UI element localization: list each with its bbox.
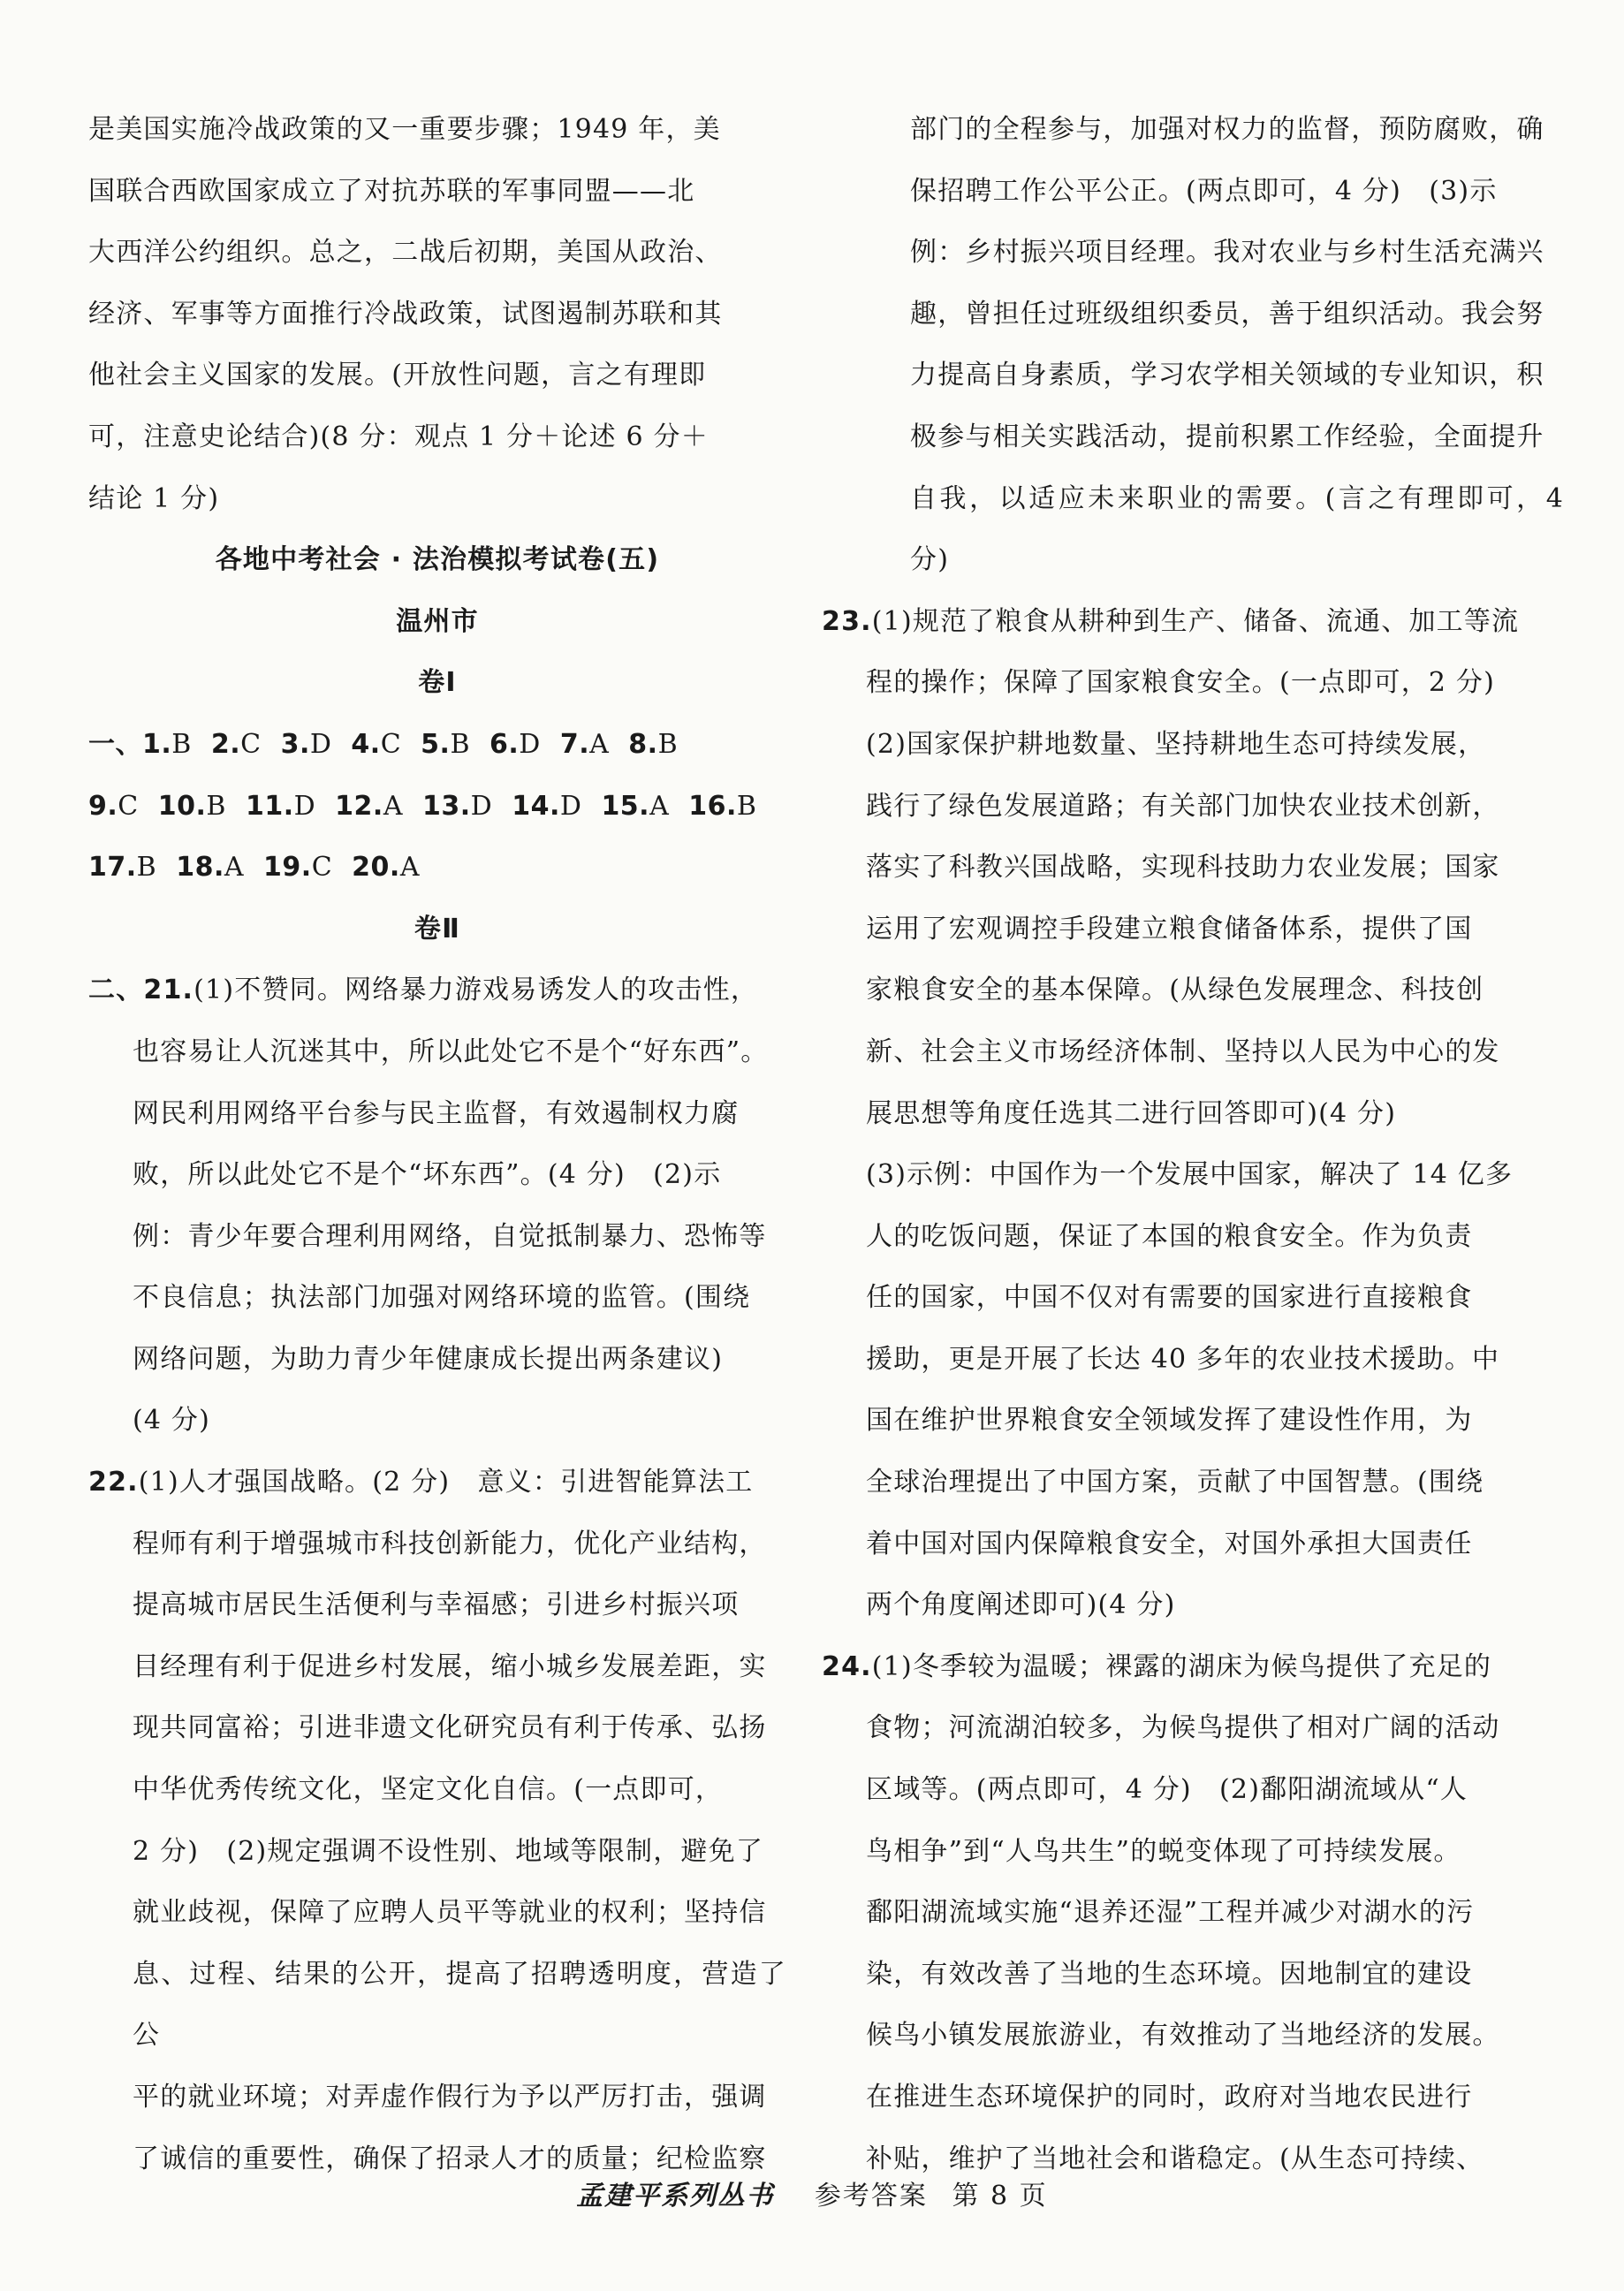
answer-row [88,714,786,776]
text-line: 极参与相关实践活动，提前积累工作经验，全面提升 [910,421,1544,452]
question-22-number: 22. [88,1467,139,1498]
volume-1-heading: 卷Ⅰ [418,667,457,699]
section-title: 各地中考社会 · 法治模拟考试卷(五) [215,544,660,576]
answer-number: 5. [421,728,451,760]
answer-letter: B [171,728,192,760]
answer-letter: B [657,728,679,760]
text-line: 人的吃饭问题，保证了本国的粮食安全。作为负责 [866,1220,1473,1252]
answer-number: 3. [280,728,310,760]
volume-2-heading: 卷Ⅱ [414,913,461,944]
text-line: 中华优秀传统文化，坚定文化自信。(一点即可， [133,1774,724,1806]
left-column [88,99,786,2189]
answer-item [142,714,192,776]
answer-letter: C [240,728,262,760]
text-line: 保招聘工作公平公正。(两点即可，4 分) (3)示 [910,175,1498,207]
answer-number: 2. [210,728,241,760]
answer-number: 18. [176,852,224,884]
page-number: 第 8 页 [952,2181,1048,2211]
answer-number: 13. [422,790,471,822]
answer-letter: C [380,728,402,760]
text-line: 网络问题，为助力青少年健康成长提出两条建议) [133,1343,724,1375]
answer-item [628,714,678,776]
question-24-number: 24. [822,1650,872,1682]
text-line: 目经理有利于促进乡村发展，缩小城乡发展差距，实 [133,1650,767,1682]
answer-item [246,776,315,838]
answer-row [88,837,786,899]
answer-letter: B [206,790,226,822]
text-line: 网民利用网络平台参与民主监督，有效遏制权力腐 [133,1097,740,1129]
text-line: 鄱阳湖流域实施“退养还湿”工程并减少对湖水的污 [866,1897,1475,1929]
text-line: 援助，更是开展了长达 40 多年的农业技术援助。中 [866,1343,1500,1375]
text-line: 国联合西欧国家成立了对抗苏联的军事同盟——北 [88,175,695,207]
answer-item [211,714,262,776]
answer-number: 10. [157,790,207,822]
question-24 [822,1636,1564,2189]
text-line: 不良信息；执法部门加强对网络环境的监管。(围绕 [133,1282,751,1314]
answer-number: 1. [142,728,172,760]
answer-number: 11. [245,790,294,822]
answer-letter: D [470,790,493,822]
text-line: 也容易让人沉迷其中，所以此处它不是个“好东西”。 [133,1036,769,1067]
answer-item [422,776,492,838]
answer-item [601,776,669,838]
question-22-first-line [88,1452,786,1513]
multiple-choice-answers [88,714,786,899]
question-24-text: (1)冬季较为温暖；裸露的湖床为候鸟提供了充足的 [871,1650,1492,1682]
question-21-prefix: 二、 [88,975,144,1006]
answer-letter: A [399,852,420,884]
text-line: 息、过程、结果的公开，提高了招聘透明度，营造了公 [133,1958,786,2052]
text-line: 趣，曾担任过班级组织委员，善于组织活动。我会努 [910,298,1544,330]
text-line: 鸟相争”到“人鸟共生”的蜕变体现了可持续发展。 [866,1835,1461,1867]
text-line: 提高城市居民生活便利与幸福感；引进乡村振兴项 [133,1589,740,1621]
answer-number: 4. [351,728,381,760]
question-21-number: 21. [143,975,194,1006]
text-line: 例：乡村振兴项目经理。我对农业与乡村生活充满兴 [910,237,1544,269]
answer-item [335,776,403,838]
answer-letter: B [136,852,157,884]
answer-number: 16. [688,790,737,822]
text-line: 现共同富裕；引进非遗文化研究员有利于传承、弘扬 [133,1712,767,1744]
text-line: 补贴，维护了当地社会和谐稳定。(从生态可持续、 [866,2143,1484,2174]
text-line: 例：青少年要合理利用网络，自觉抵制暴力、恐怖等 [133,1220,767,1252]
series-name: 孟建平系列丛书 [576,2181,775,2211]
text-line: 全球治理提出了中国方案，贡献了中国智慧。(围绕 [866,1467,1484,1498]
text-line: (4 分) [133,1405,211,1437]
answer-number: 6. [489,728,520,760]
answer-item [88,776,139,838]
text-line: 力提高自身素质，学习农学相关领域的专业知识，积 [910,360,1544,391]
answer-number: 8. [628,728,658,760]
answer-item [489,714,541,776]
answer-number: 9. [88,790,118,822]
book-section: 参考答案 [814,2181,928,2211]
question-22 [88,1452,786,2189]
question-24-body [866,1697,1564,2189]
text-line: 经济、军事等方面推行冷战政策，试图遏制苏联和其 [88,298,723,330]
answer-letter: B [450,728,470,760]
question-22-text: (1)人才强国战略。(2 分) 意义：引进智能算法工 [138,1467,754,1498]
text-line: 程的操作；保障了国家粮食安全。(一点即可，2 分) [866,667,1496,699]
answer-letter: B [736,790,757,822]
answer-row [88,776,786,838]
answer-number: 15. [601,790,650,822]
text-line: 2 分) (2)规定强调不设性别、地域等限制，避免了 [133,1835,764,1867]
answer-item [351,714,401,776]
text-line: 在推进生态环境保护的同时，政府对当地农民进行 [866,2082,1473,2113]
answer-number: 19. [263,852,312,884]
question-22-continuation [866,99,1564,591]
text-line: 任的国家，中国不仅对有需要的国家进行直接粮食 [866,1282,1473,1314]
text-line: 践行了绿色发展道路；有关部门加快农业技术创新， [866,790,1500,822]
question-21-text: (1)不赞同。网络暴力游戏易诱发人的攻击性， [194,975,759,1006]
text-line: 食物；河流湖泊较多，为候鸟提供了相对广阔的活动 [866,1712,1500,1744]
answer-item [176,837,244,899]
text-line: 家粮食安全的基本保障。(从绿色发展理念、科技创 [866,975,1484,1006]
answer-letter: D [309,728,332,760]
text-line: 大西洋公约组织。总之，二战后初期，美国从政治、 [88,237,723,269]
answer-letter: D [559,790,582,822]
answer-letter: D [293,790,316,822]
answer-letter: C [118,790,139,822]
answer-letter: A [383,790,403,822]
text-line: (2)国家保护耕地数量、坚持耕地生态可持续发展， [866,728,1486,760]
answer-item [352,837,420,899]
text-line: 新、社会主义市场经济体制、坚持以人民为中心的发 [866,1036,1500,1067]
answer-item [512,776,581,838]
answer-number: 12. [335,790,383,822]
question-22-body [88,1513,786,2190]
answer-item [560,714,609,776]
right-column [822,99,1564,2189]
text-line: 国在维护世界粮食安全领域发挥了建设性作用，为 [866,1405,1473,1437]
section-prefix: 一、 [88,728,142,760]
answer-item [158,776,226,838]
text-line: 区域等。(两点即可，4 分) (2)鄱阳湖流域从“人 [866,1774,1468,1806]
question-23-text: (1)规范了粮食从耕种到生产、储备、流通、加工等流 [871,605,1520,637]
question-21-first-line [88,960,786,1021]
text-line: 他社会主义国家的发展。(开放性问题，言之有理即 [88,360,707,391]
text-line: 程师有利于增强城市科技创新能力，优化产业结构， [133,1528,767,1559]
text-line: 落实了科教兴国战略，实现科技助力农业发展；国家 [866,852,1500,884]
answer-number: 7. [559,728,590,760]
page-footer [0,2173,1624,2212]
question-21 [88,960,786,1452]
answer-letter: A [224,852,245,884]
text-line: 了诚信的重要性，确保了招录人才的质量；纪检监察 [133,2143,767,2174]
intro-paragraph [88,99,786,529]
answer-letter: C [311,852,333,884]
text-line: (3)示例：中国作为一个发展中国家，解决了 14 亿多 [866,1159,1514,1191]
text-line: 平的就业环境；对弄虚作假行为予以严厉打击，强调 [133,2082,767,2113]
text-line: 候鸟小镇发展旅游业，有效推动了当地经济的发展。 [866,2020,1500,2052]
question-23 [822,591,1564,1636]
text-line: 运用了宏观调控手段建立粮食储备体系，提供了国 [866,913,1473,944]
question-23-number: 23. [822,605,872,637]
text-line: 可，注意史论结合)(8 分：观点 1 分＋论述 6 分＋ [88,421,709,452]
text-line: 部门的全程参与，加强对权力的监督，预防腐败，确 [910,114,1544,145]
text-line: 结论 1 分) [88,482,220,514]
question-21-body [88,1021,786,1452]
question-24-first-line [822,1636,1564,1698]
question-23-body [866,652,1564,1636]
answer-item [421,714,470,776]
text-line: 自我，以适应未来职业的需要。(言之有理即可，4 分) [910,482,1564,576]
answer-item [281,714,332,776]
answer-number: 17. [88,852,137,884]
city-heading: 温州市 [396,605,479,637]
answer-letter: A [589,728,610,760]
text-line: 是美国实施冷战政策的又一重要步骤；1949 年，美 [88,114,721,145]
answer-item [88,837,156,899]
answer-number: 20. [352,852,400,884]
answer-item [263,837,332,899]
answer-letter: A [649,790,670,822]
answer-item [688,776,756,838]
text-line: 两个角度阐述即可)(4 分) [866,1589,1176,1621]
text-line: 染，有效改善了当地的生态环境。因地制宜的建设 [866,1958,1473,1990]
answer-number: 14. [512,790,560,822]
answer-letter: D [519,728,541,760]
text-line: 败，所以此处它不是个“坏东西”。(4 分) (2)示 [133,1159,722,1191]
text-line: 着中国对国内保障粮食安全，对国外承担大国责任 [866,1528,1473,1559]
text-line: 就业歧视，保障了应聘人员平等就业的权利；坚持信 [133,1897,767,1929]
question-23-first-line [822,591,1564,653]
text-line: 展思想等角度任选其二进行回答即可)(4 分) [866,1097,1397,1129]
